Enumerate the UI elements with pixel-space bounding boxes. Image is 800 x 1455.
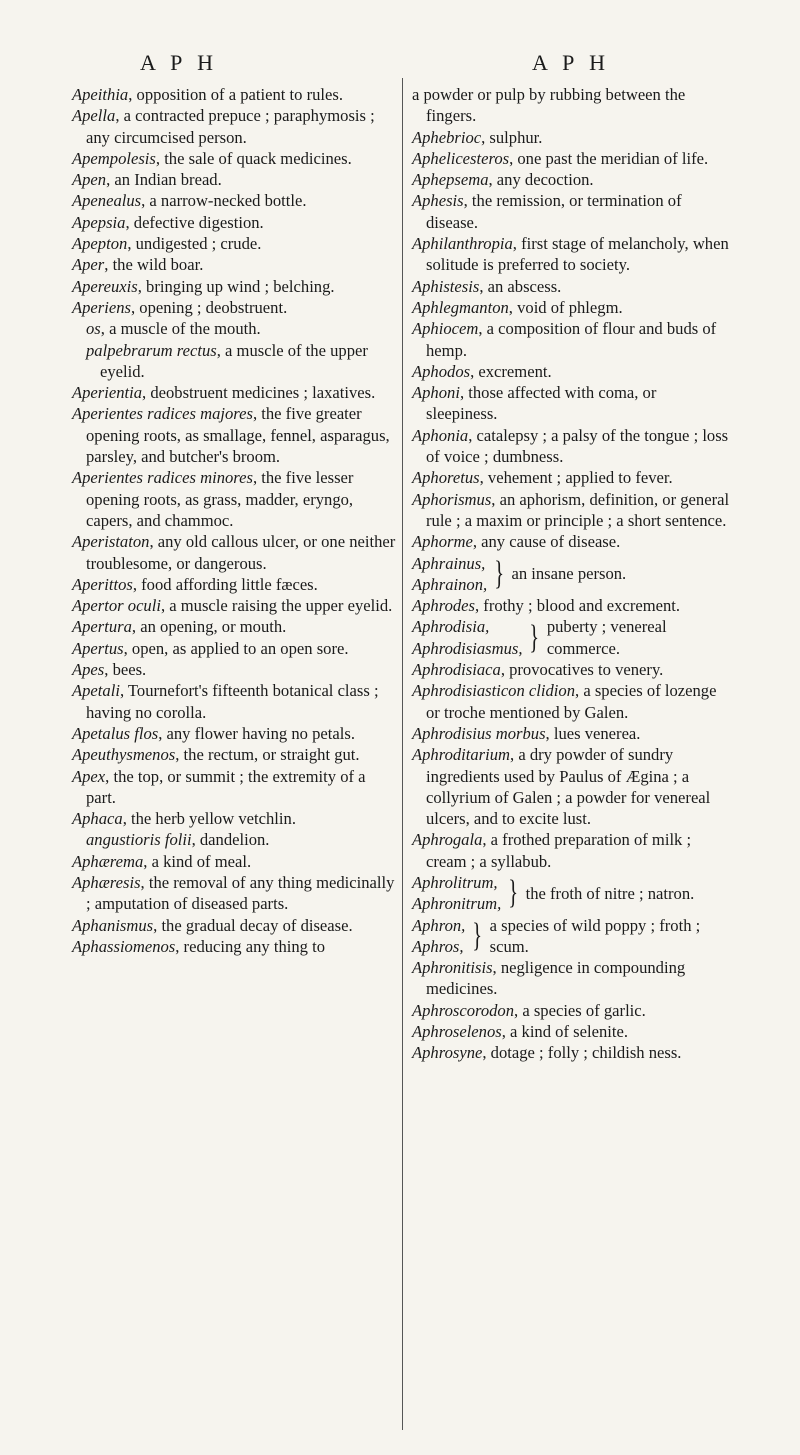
dictionary-entry [72,84,397,105]
dictionary-entry [412,127,730,148]
dictionary-entry [412,1000,730,1021]
headword: Apepton [72,234,128,254]
dictionary-entry [412,169,730,190]
dictionary-entry [72,744,397,765]
dictionary-entry-group [412,553,730,596]
dictionary-entry [72,872,397,915]
headword: Aphæresis [72,872,141,892]
definition: an insane person. [511,564,627,584]
dictionary-entry [72,638,397,659]
headword: Aphrodes [412,596,475,616]
headword: Aphrodisius morbus [412,723,546,743]
dictionary-entry [412,829,730,872]
headword: Aphronitrum, [412,894,502,914]
definition: , bringing up wind ; belching. [137,276,335,296]
definition: , vehement ; applied to fever. [479,468,673,488]
definition: , a kind of meal. [143,851,252,871]
definition: a powder or pulp by rubbing between the fingers. [412,85,686,126]
definition: , defective digestion. [125,212,264,232]
headword: Aperientes radices minores [72,468,253,488]
headword: Aphorme [412,532,473,552]
definition: , the sale of quack medicines. [155,148,352,168]
dictionary-entry-group [412,915,730,958]
definition: , any flower having no petals. [158,723,355,743]
headword: Aphron, [412,915,466,935]
headword: Apella [72,106,116,126]
definition: , any decoction. [488,170,594,190]
dictionary-entry [72,190,397,211]
headword: os [86,319,101,339]
definition: , provocatives to venery. [500,660,664,680]
headword: Apempolesis [72,148,156,168]
definition: , first stage of melancholy, when solitude is preferred to society. [426,234,729,275]
dictionary-entry [412,297,730,318]
definition: , a species of garlic. [514,1000,646,1020]
dictionary-entry [412,659,730,680]
brace-glyph: } [472,916,483,954]
headword: Apetali [72,681,120,701]
dictionary-entry [412,723,730,744]
definition: , deobstruent medicines ; laxatives. [142,383,376,403]
headword: Aperientes radices majores [72,404,253,424]
headword: Aphroscorodon [412,1000,515,1020]
headword: Aphanismus [72,915,154,935]
dictionary-entry [72,829,397,850]
definition: , reducing any thing to [175,936,326,956]
definition: puberty ; venereal commerce. [546,617,667,658]
dictionary-entry [412,318,730,361]
definition: , an opening, or mouth. [131,617,287,637]
headword: Apertor oculi [72,596,161,616]
definition: , the herb yellow vetchlin. [122,809,296,829]
headword: Apereuxis [72,276,138,296]
headword: Apex [72,766,106,786]
dictionary-entry [72,233,397,254]
definition: , excrement. [470,361,552,381]
dictionary-entry [72,297,397,318]
headword: Aphrolitrum, [412,872,498,892]
headword: Apenealus [72,191,142,211]
headword: Aphoni [412,383,460,403]
dictionary-entry [412,233,730,276]
dictionary-entry [72,318,397,339]
headword: Apeithia [72,85,129,104]
dictionary-entry [72,936,397,957]
headword: Aphebrioc [412,127,482,147]
dictionary-entry-group [412,616,730,659]
brace-glyph: } [508,874,519,912]
dictionary-entry [72,531,397,574]
dictionary-entry [72,915,397,936]
brace-glyph: } [529,618,540,656]
headword: Aperiens [72,297,131,317]
definition: , a kind of selenite. [501,1022,628,1042]
dictionary-entry [412,1021,730,1042]
headword: Aphrainon, [412,574,488,594]
dictionary-entry [72,595,397,616]
definition: , sulphur. [481,127,543,147]
definition: , a muscle of the mouth. [100,319,261,339]
definition: , the five lesser opening roots, as grass, madder, eryngo, capers, and chammoc. [86,468,354,530]
definition: , the gradual decay of disease. [153,915,353,935]
headword: Aphrodisiasmus, [412,638,523,658]
headword: Aphelicesteros [412,148,510,168]
headword: Apertus [72,638,124,658]
headword: Aphrodisiaca [412,660,501,680]
definition: , Tournefort's fifteenth botanical class ; having no corolla. [86,681,379,722]
headword: Aphepsema [412,170,489,190]
headword: Aperientia [72,383,143,403]
definition: , a species of lozenge or troche mentioned by Galen. [426,681,717,722]
right-column [412,84,730,1064]
dictionary-entry [72,659,397,680]
headword: Aphærema [72,851,144,871]
definition: , the wild boar. [104,255,204,275]
definition: , lues venerea. [545,723,641,743]
headword: Aphrainus, [412,553,486,573]
definition: , undigested ; crude. [127,234,262,254]
dictionary-entry [412,361,730,382]
headword: angustioris folii [86,830,192,850]
headword: Aphrodisiasticon clidion [412,681,576,701]
headword: Aphoretus [412,468,480,488]
headword: Aphaca [72,809,123,829]
dictionary-entry [72,723,397,744]
definition: , open, as applied to an open sore. [123,638,349,658]
headword: Aphronitisis [412,958,493,978]
definition: , one past the meridian of life. [509,148,709,168]
headword: Apes [72,660,105,680]
definition: , a contracted prepuce ; paraphymosis ; any circumcised person. [86,106,375,147]
dictionary-entry [72,212,397,233]
headword: Aphroditarium [412,745,511,765]
dictionary-entry [412,425,730,468]
headword: Apen [72,170,107,190]
dictionary-entry [72,574,397,595]
headword: Apetalus flos [72,723,159,743]
definition: , void of phlegm. [508,297,623,317]
headword: Apepsia [72,212,126,232]
dictionary-entry [412,382,730,425]
definition: , the remission, or termination of disease. [426,191,682,232]
dictionary-entry [72,382,397,403]
dictionary-entry [72,680,397,723]
headword: Apeuthysmenos [72,745,176,765]
dictionary-entry [72,616,397,637]
definition: , catalepsy ; a palsy of the tongue ; loss of voice ; dumbness. [426,425,729,467]
definition: , the removal of any thing medicinally ; amputation of diseased parts. [86,872,395,914]
headword: Aphiocem [412,319,479,339]
definition: , opposition of a patient to rules. [128,85,343,104]
definition: , a muscle raising the upper eyelid. [160,596,393,616]
headword: Aphonia [412,425,469,445]
definition: , opening ; deobstruent. [131,297,288,317]
definition: , an aphorism, definition, or general rule ; a maxim or principle ; a short sentence. [426,489,730,530]
brace-glyph: } [494,554,505,592]
headword: Apertura [72,617,132,637]
dictionary-entry [72,105,397,148]
dictionary-entry [412,84,730,127]
definition: , a muscle of the upper eyelid. [100,340,368,381]
dictionary-entry [72,169,397,190]
definition: , the rectum, or straight gut. [175,745,360,765]
dictionary-entry [72,766,397,809]
definition: , the five greater opening roots, as smallage, fennel, asparagus, parsley, and butcher's broom. [86,404,390,467]
headword: Aperittos [72,574,133,594]
definition: , dandelion. [191,830,270,850]
definition: , any old callous ulcer, or one neither troublesome, or dangerous. [86,532,396,573]
definition: , dotage ; folly ; childish ness. [482,1043,682,1063]
dictionary-entry [412,190,730,233]
headword: Aphroselenos [412,1022,502,1042]
definition: , a frothed preparation of milk ; cream ; a syllabub. [426,830,692,871]
running-head-left: A P H [140,50,218,75]
definition: , the top, or summit ; the extremity of a part. [86,766,366,807]
headword: Aphrosyne [412,1043,483,1063]
dictionary-entry [72,254,397,275]
definition: , any cause of disease. [472,532,621,552]
dictionary-entry [412,1042,730,1063]
dictionary-entry [72,808,397,829]
definition: , frothy ; blood and excrement. [475,596,681,616]
dictionary-entry [412,744,730,829]
definition: the froth of nitre ; natron. [525,883,695,903]
headword: Aphilanthropia [412,234,513,254]
dictionary-entry [72,403,397,467]
dictionary-entry [72,340,397,383]
dictionary-entry [412,595,730,616]
definition: , a dry powder of sundry ingredients used by Paulus of Ægina ; a collyrium of Galen ; a powder for venereal ulcers, and to excite lust. [426,745,711,829]
definition: , an abscess. [479,276,562,296]
dictionary-entry [72,148,397,169]
headword: Aphorismus [412,489,492,509]
headword: Aphrogala [412,830,483,850]
headword: Aperistaton [72,532,150,552]
dictionary-entry [412,680,730,723]
definition: a species of wild poppy ; froth ; scum. [489,915,701,956]
dictionary-entry [72,851,397,872]
headword: Aphistesis [412,276,480,296]
column-divider [402,78,403,1430]
dictionary-entry [412,531,730,552]
definition: , food affording little fæces. [132,574,318,594]
definition: , bees. [104,660,147,680]
headword: Aphrodisia, [412,617,490,637]
definition: , a narrow-necked bottle. [141,191,307,211]
dictionary-entry [412,957,730,1000]
dictionary-entry [412,148,730,169]
headword: Aphlegmanton [412,297,509,317]
left-column [72,84,397,957]
headword: palpebrarum rectus [86,340,217,360]
definition: , those affected with coma, or sleepiness. [426,383,657,424]
definition: , a composition of flour and buds of hemp. [426,319,717,360]
dictionary-entry [72,467,397,531]
running-head-right: A P H [532,50,610,75]
headword: Aphros, [412,936,464,956]
dictionary-entry [412,467,730,488]
headword: Aphesis [412,191,464,211]
headword: Aper [72,255,105,275]
definition: , an Indian bread. [106,170,222,190]
dictionary-entry-group [412,872,730,915]
dictionary-entry [412,276,730,297]
headword: Aphassiomenos [72,936,176,956]
dictionary-entry [72,276,397,297]
headword: Aphodos [412,361,471,381]
dictionary-entry [412,489,730,532]
definition: , negligence in compounding medicines. [426,958,686,999]
